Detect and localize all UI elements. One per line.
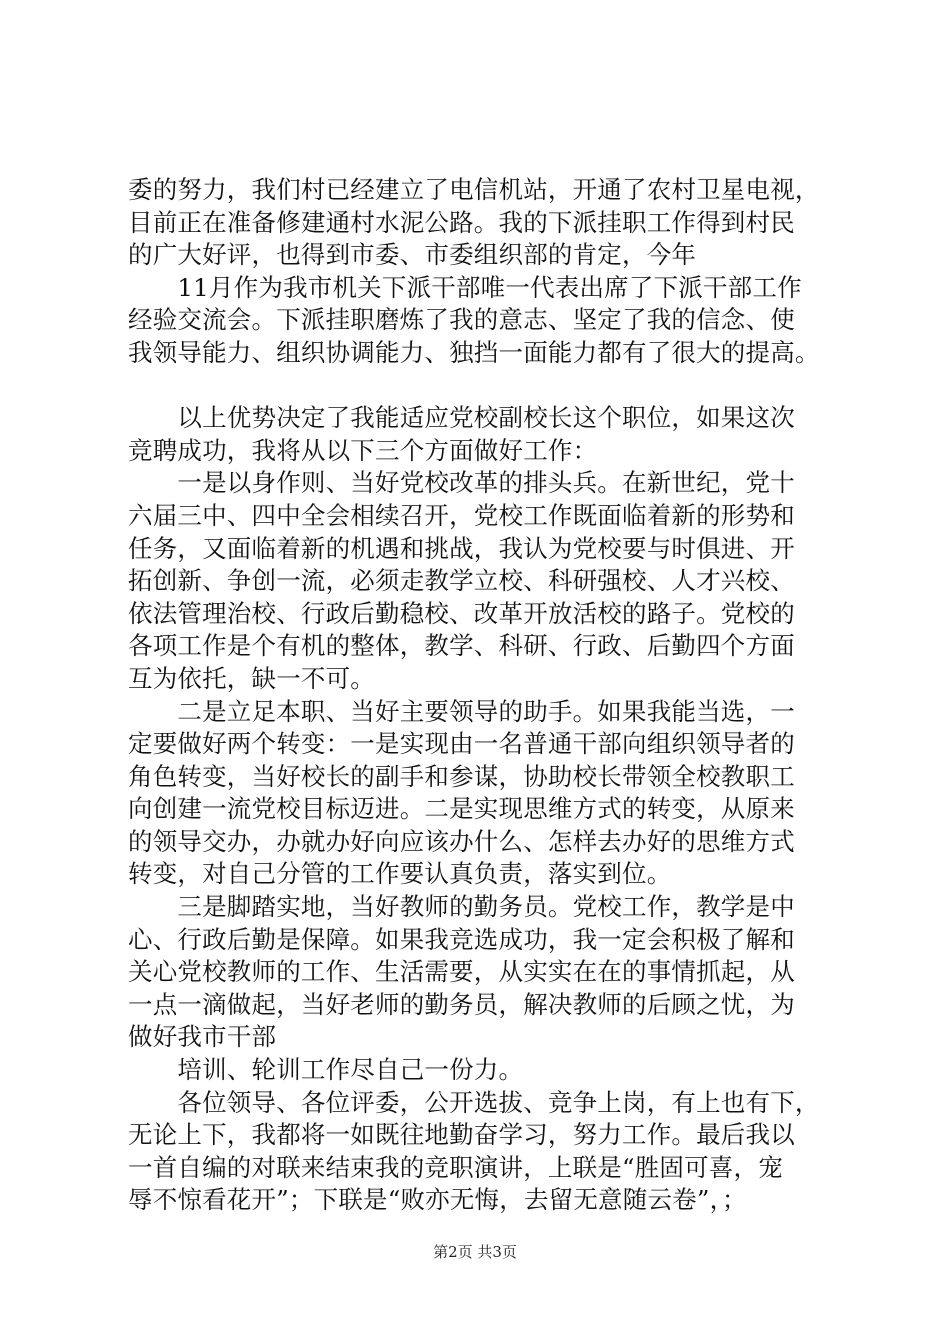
text-line: 培训、轮训工作尽自己一份力。 — [128, 1055, 524, 1085]
paragraph — [128, 891, 828, 1054]
text-line: 心、行政后勤是保障。如果我竞选成功，我一定会积极了解和 — [128, 924, 795, 954]
text-line: 角色转变，当好校长的副手和参谋，协助校长带领全校教职工 — [128, 761, 795, 791]
text-line: 向创建一流党校目标迈进。二是实现思维方式的转变，从原来 — [128, 794, 795, 824]
text-line: 六届三中、四中全会相续召开，党校工作既面临着新的形势和 — [128, 500, 795, 530]
text-line: 转变，对自己分管的工作要认真负责，落实到位。 — [128, 859, 672, 889]
paragraph — [128, 272, 828, 370]
text-line: 经验交流会。下派挂职磨炼了我的意志、坚定了我的信念、使 — [128, 305, 795, 335]
text-line: 拓创新、争创一流，必须走教学立校、科研强校、人才兴校、 — [128, 566, 795, 596]
text-line: 11月作为我市机关下派干部唯一代表出席了下派干部工作 — [128, 272, 802, 302]
document-body — [128, 174, 828, 1217]
text-line: 二是立足本职、当好主要领导的助手。如果我能当选，一 — [128, 696, 795, 726]
paragraph — [128, 1054, 828, 1087]
text-line: 的领导交办，办就办好向应该办什么、怎样去办好的思维方式 — [128, 826, 795, 856]
paragraph — [128, 696, 828, 892]
text-line: 目前正在准备修建通村水泥公路。我的下派挂职工作得到村民 — [128, 207, 795, 237]
paragraph — [128, 467, 828, 695]
text-line: 定要做好两个转变：一是实现由一名普通干部向组织领导者的 — [128, 729, 795, 759]
text-line: 互为依托，缺一不可。 — [128, 663, 375, 693]
paragraph — [128, 174, 828, 272]
text-line: 无论上下，我都将一如既往地勤奋学习，努力工作。最后我以 — [128, 1120, 795, 1150]
text-line: 以上优势决定了我能适应党校副校长这个职位，如果这次 — [128, 403, 795, 433]
paragraph — [128, 402, 828, 467]
text-line: 一首自编的对联来结束我的竞职演讲，上联是“胜固可喜，宠 — [128, 1152, 783, 1182]
text-line: 各位领导、各位评委，公开选拔、竞争上岗，有上也有下， — [128, 1087, 820, 1117]
text-line: 做好我市干部 — [128, 1022, 277, 1052]
text-line: 委的努力，我们村已经建立了电信机站，开通了农村卫星电视， — [128, 175, 820, 204]
text-line: 竞聘成功，我将从以下三个方面做好工作： — [128, 435, 598, 465]
text-line: 三是脚踏实地，当好教师的勤务员。党校工作，教学是中 — [128, 892, 795, 922]
page-number: 第2页 共3页 — [433, 1243, 517, 1261]
text-line: 任务，又面临着新的机遇和挑战，我认为党校要与时俱进、开 — [128, 533, 795, 563]
text-line: 一点一滴做起，当好老师的勤务员，解决教师的后顾之忧，为 — [128, 989, 795, 1019]
text-line: 各项工作是个有机的整体，教学、科研、行政、后勤四个方面 — [128, 631, 795, 661]
paragraph-spacer — [128, 370, 828, 403]
text-line: 依法管理治校、行政后勤稳校、改革开放活校的路子。党校的 — [128, 598, 795, 628]
paragraph — [128, 1087, 828, 1217]
text-line: 的广大好评，也得到市委、市委组织部的肯定，今年 — [128, 240, 697, 270]
text-line: 我领导能力、组织协调能力、独挡一面能力都有了很大的提高。 — [128, 337, 820, 367]
text-line: 辱不惊看花开”；下联是“败亦无悔，去留无意随云卷”，； — [128, 1185, 747, 1215]
text-line: 一是以身作则、当好党校改革的排头兵。在新世纪，党十 — [128, 468, 795, 498]
text-line: 关心党校教师的工作、生活需要，从实实在在的事情抓起，从 — [128, 957, 795, 987]
